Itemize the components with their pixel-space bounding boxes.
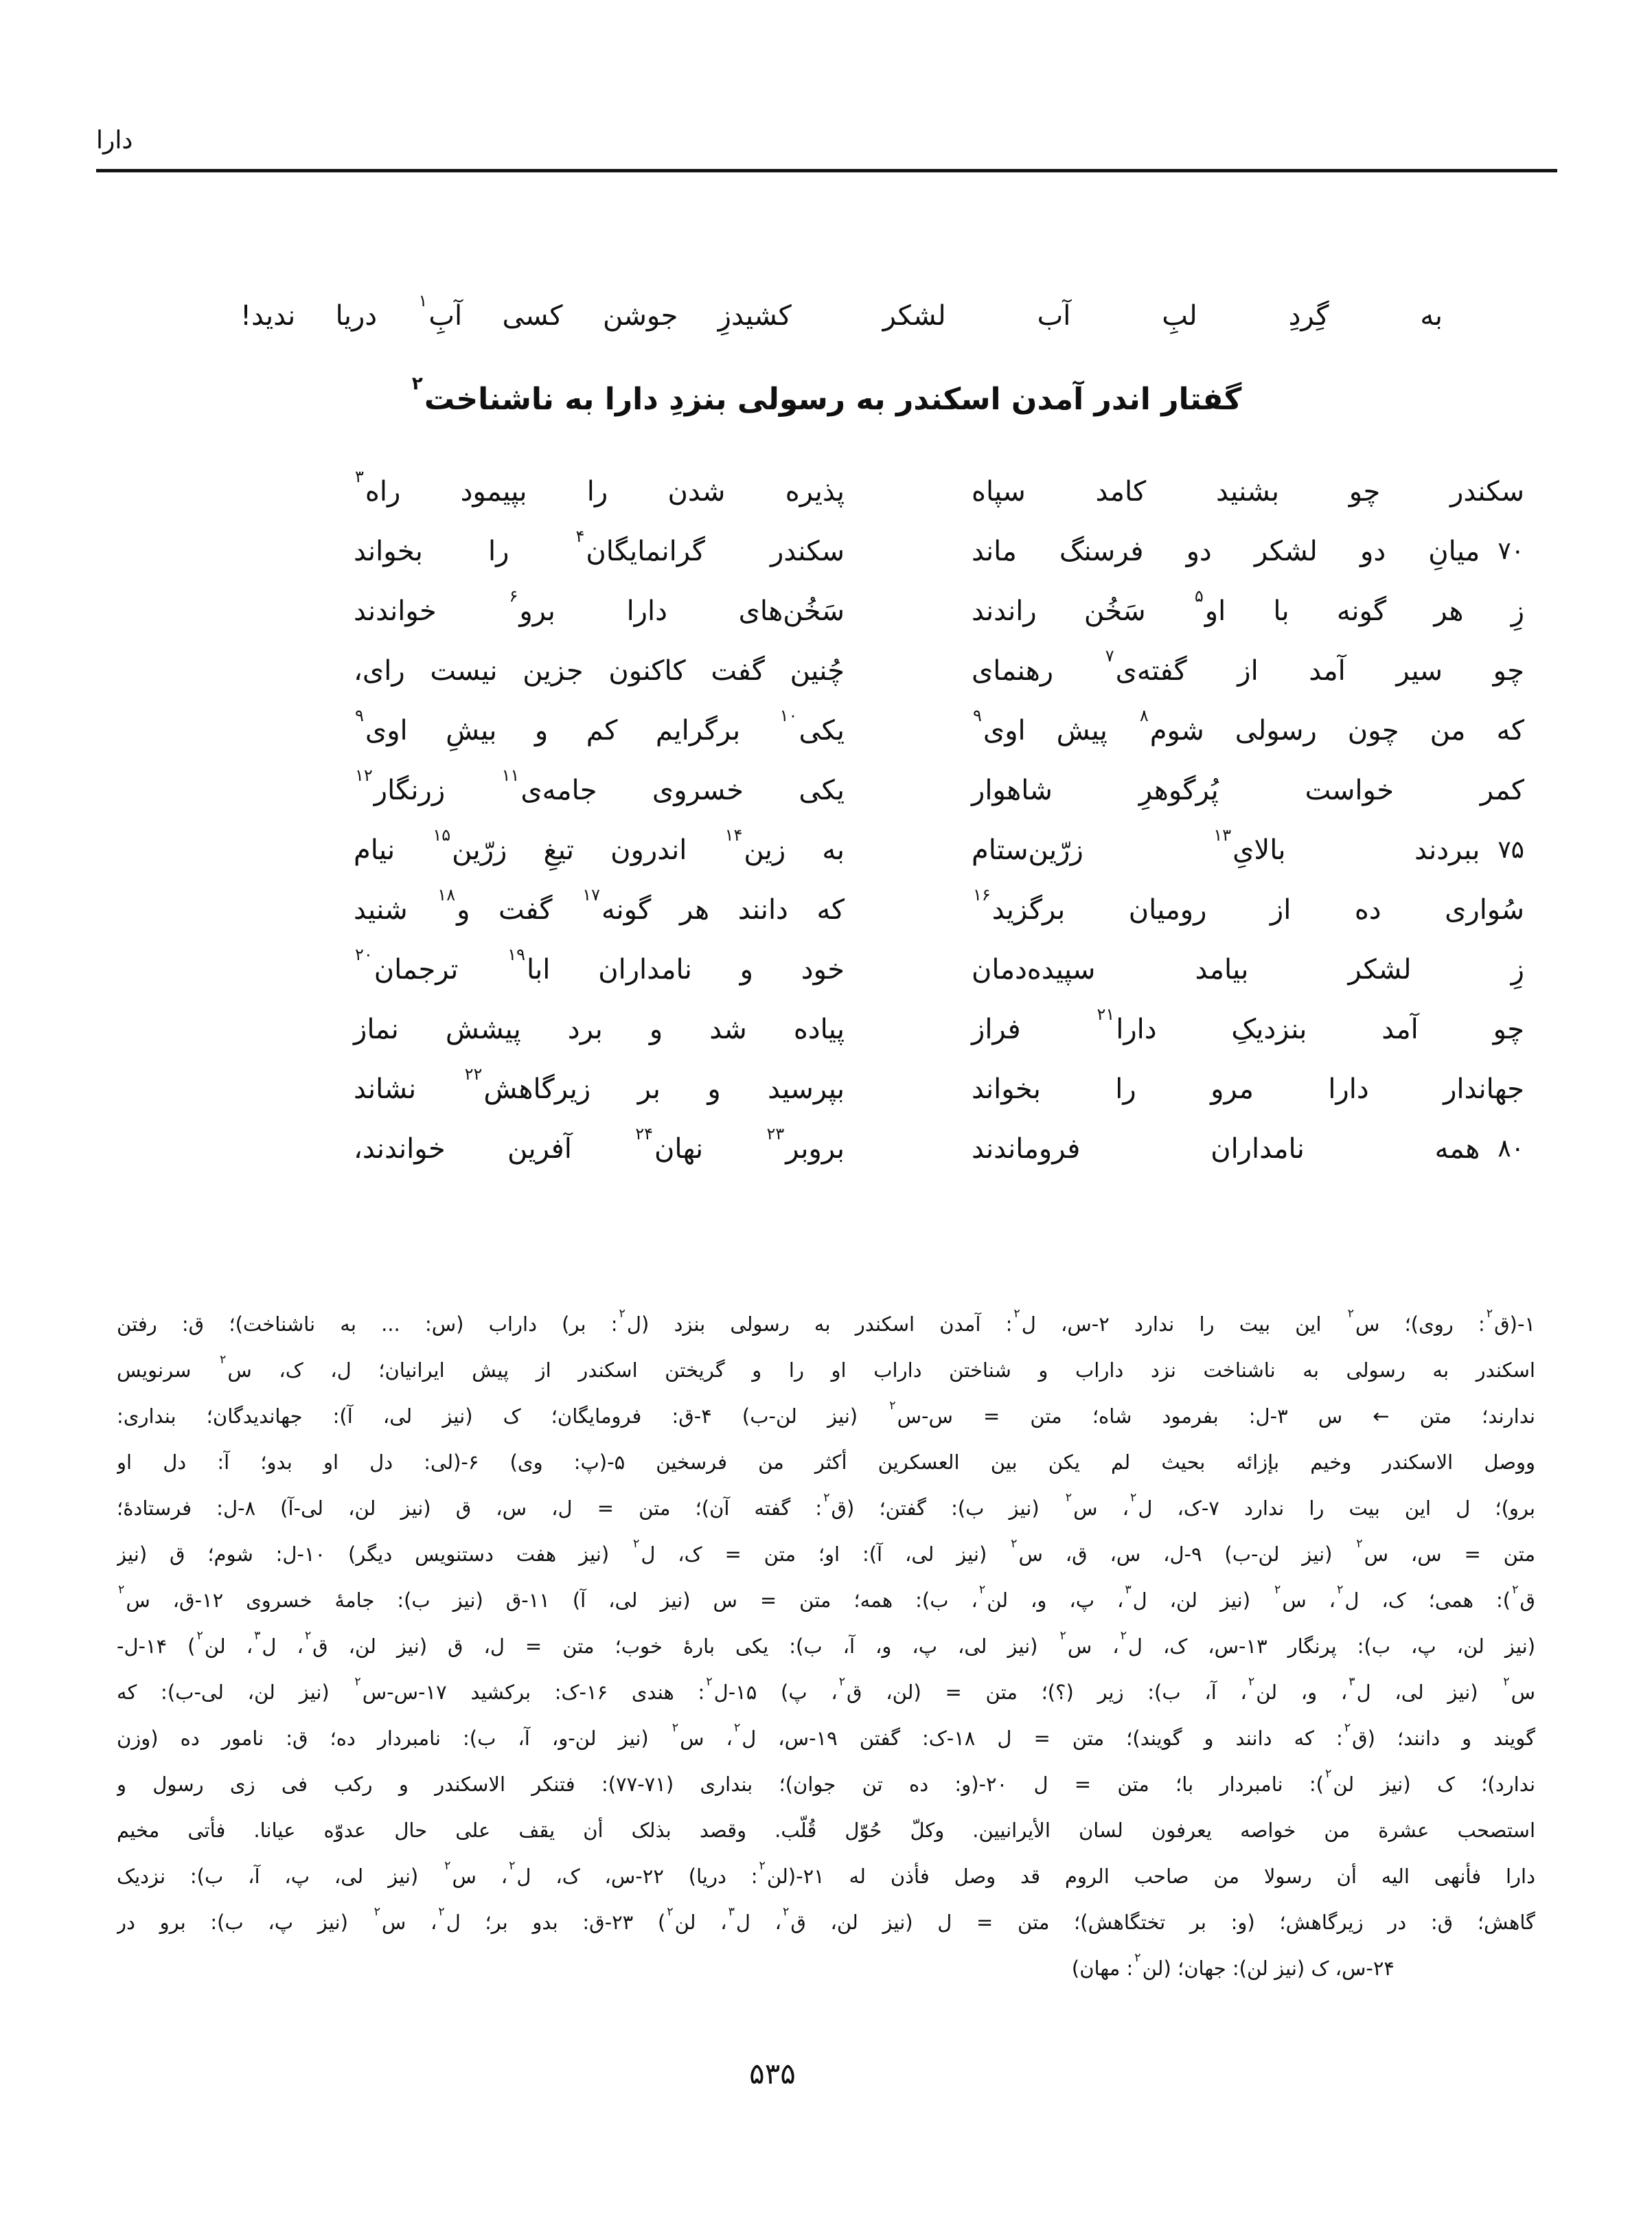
page-number: ۵۳۵: [749, 2057, 796, 2091]
poem-block: [354, 462, 1524, 1178]
hemistich-left: پیاده شد و برد پیشش نماز: [354, 1013, 845, 1045]
hemistich-right: ببردند بالایِ$^{۱۳}$ زرّین‌ستام: [972, 825, 1480, 866]
hemistich-right: همه نامداران فروماندند: [972, 1132, 1480, 1165]
verse-row: [354, 581, 1524, 641]
footnote-line: برو)؛ ل این بیت را ندارد ۷-ک، ل$^۲$، س$^۲$ (نیز ب): گفتن؛ (ق$^۲$: گفته آن)؛ متن = ل، س، ق (نیز لن، لی-آ) ۸-ل: فرستادهٔ؛: [117, 1491, 1535, 1520]
footnote-line: استصحب عشرة من خواصه یعرفون لسان الأیرانیین. وکلّ حُوّل قُلّب. وقصد بذلک أن یقف علی حال عدوّه عیانا. فأتی مخیم: [117, 1819, 1535, 1842]
hemistich-left: چُنین گفت کاکنون جزین نیست رای،: [354, 654, 845, 687]
hemistich-right: چو سیر آمد از گفته‌ی$^۷$ رهنمای: [972, 646, 1524, 687]
hemistich-right: میانِ دو لشکر دو فرسنگ ماند: [972, 535, 1480, 567]
hemistich-right: که من چون رسولی شوم$^۸$ پیش اوی$^۹$: [973, 705, 1524, 747]
hemistich-left: که دانند هر گونه$^{۱۷}$ گفت و$^{۱۸}$ شنید: [354, 885, 845, 926]
verse-row: [354, 1059, 1524, 1119]
footnote-line: ندارد)؛ ک (نیز لن$^۲$): نامبردار با؛ متن = ل ۲۰-(و: ده تن جوان)؛ بنداری (۷۱-۷۷): فتنکر الاسکندر و رکب فی زی رسول و: [117, 1767, 1535, 1796]
verse-row: [354, 1119, 1524, 1178]
hemistich-left: پذیره شدن را بپیمود راه$^۳$: [355, 466, 845, 508]
verse-row: [354, 939, 1524, 999]
verse-row: [354, 820, 1524, 880]
hemistich-right: زِ هر گونه با او$^۵$ سَخُن راندند: [972, 586, 1525, 627]
hemistich-left: بپرسید و بر زیرگاهش$^{۲۲}$ نشاند: [354, 1064, 845, 1105]
verse-row: [354, 999, 1524, 1059]
hemistich-left: بروبر$^{۲۳}$ نهان$^{۲۴}$ آفرین خواندند،: [354, 1124, 845, 1165]
hemistich-left: سَخُن‌های دارا برو$^۶$ خواندند: [354, 586, 845, 627]
hemistich-right: سکندر چو بشنید کامد سپاه: [972, 475, 1524, 508]
hemistich-right: جهاندار دارا مرو را بخواند: [972, 1073, 1524, 1105]
prelude-hemistich-right: به گِردِ لبِ آب لشکر کشید: [731, 300, 1443, 332]
running-head-title: دارا: [96, 126, 133, 155]
hemistich-left: به زین$^{۱۴}$ اندرون تیغِ زرّین$^{۱۵}$ نیام: [354, 825, 845, 866]
hemistich-right: چو آمد بنزدیکِ دارا$^{۲۱}$ فراز: [972, 1004, 1524, 1045]
verse-row: [354, 462, 1524, 521]
hemistich-left: سکندر گرانمایگان$^۴$ را بخواند: [354, 526, 845, 567]
section-heading: گفتار اندر آمدن اسکندر به رسولی بنزدِ دارا به ناشناخت$^۲$: [411, 372, 1242, 417]
prelude-verse-row: [117, 287, 1535, 345]
verse-row: [354, 760, 1524, 820]
hemistich-left: خود و نامداران ابا$^{۱۹}$ ترجمان$^{۲۰}$: [355, 944, 845, 986]
verse-number: ۷۰: [1498, 537, 1524, 565]
verse-row: [354, 880, 1524, 939]
header-rule: [96, 169, 1557, 172]
hemistich-right: کمر خواست پُرگوهرِ شاهوار: [972, 774, 1524, 806]
footnote-line: ۱-(ق$^۲$: روی)؛ س$^۲$ این بیت را ندارد ۲-س، ل$^۲$: آمدن اسکندر به رسولی بنزد (ل$^۲$: بر) داراب (س: ... به ناشناخت)؛ ق: رفتن: [117, 1307, 1535, 1336]
footnote-line: گویند و دانند؛ (ق$^۲$: که دانند و گویند)؛ متن = ل ۱۸-ک: گفتن ۱۹-س، ل$^۲$، س$^۲$ (نیز لن-و، آ، ب): نامبردار ده؛ ق: نامور ده (وزن: [117, 1721, 1535, 1750]
footnote-line: دارا فأنهی الیه أن رسولا من صاحب الروم قد وصل فأذن له ۲۱-(لن$^۲$: دریا) ۲۲-س، ک، ل$^۲$، س$^۲$ (نیز لی، پ، آ، ب): نزدیک: [117, 1859, 1535, 1888]
verse-number: ۷۵: [1498, 836, 1524, 864]
verse-number: ۸۰: [1498, 1135, 1524, 1163]
footnote-line: گاهش؛ ق: در زیرگاهش؛ (و: بر تختگاهش)؛ متن = ل (نیز لن، ق$^۲$، ل$^۳$، لن$^۲$) ۲۳-ق: بدو بر؛ ل$^۲$، س$^۲$ (نیز پ، ب): برو در: [117, 1905, 1535, 1934]
footnote-line: متن = س، س$^۲$ (نیز لن-ب) ۹-ل، س، ق، س$^۲$ (نیز لی، آ): او؛ متن = ک، ل$^۲$ (نیز هفت دستنویس دیگر) ۱۰-ل: شوم؛ ق (نیز: [117, 1537, 1535, 1566]
hemistich-left: یکی خسروی جامه‌ی$^{۱۱}$ زرنگار$^{۱۲}$: [355, 765, 845, 806]
footnote-line: ۲۴-س، ک (نیز لن): جهان؛ (لن$^۲$: مهان): [1071, 1951, 1395, 1980]
footnote-line: س$^۲$ (نیز لی، ل$^۳$، و، لن$^۲$، آ، ب): زیر (؟)؛ متن = (لن، ق$^۲$، پ) ۱۵-ل$^۲$: هندی ۱۶-ک: برکشید ۱۷-س-س$^۲$ (نیز لن، لی-ب): که: [117, 1675, 1535, 1704]
verse-row: [354, 701, 1524, 760]
critical-apparatus: [117, 1301, 1535, 1992]
prelude-hemistich-left: زِ جوشن کسی آبِ$^۱$ دریا ندید!: [240, 291, 731, 332]
footnote-line: ق$^۲$): همی؛ ک، ل$^۲$، س$^۲$ (نیز لن، ل$^۳$، پ، و، لن$^۲$، ب): همه؛ متن = س (نیز لی، آ) ۱۱-ق (نیز ب): جامهٔ خسروی ۱۲-ق، س$^۲$: [118, 1583, 1535, 1612]
hemistich-right: زِ لشکر بیامد سپیده‌دمان: [972, 953, 1524, 986]
hemistich-right: سُواری ده از رومیان برگزید$^{۱۶}$: [973, 885, 1524, 926]
verse-row: [354, 521, 1524, 581]
hemistich-left: یکی$^{۱۰}$ برگرایم کم و بیشِ اوی$^۹$: [355, 705, 845, 747]
footnote-line: ووصل الاسکندر وخیم بإزائه بحیث لم یکن بین العسکرین أکثر من فرسخین ۵-(پ: وی) ۶-(لی: دل او بدو؛ آ: دل او: [117, 1450, 1535, 1474]
footnote-line: (نیز لن، پ، ب): پرنگار ۱۳-س، ک، ل$^۲$، س$^۲$ (نیز لی، پ، و، آ، ب): یکی بارهٔ خوب؛ متن = ل، ق (نیز لن، ق$^۲$، ل$^۳$، لن$^۲$) ۱۴-ل-: [117, 1629, 1535, 1658]
verse-row: [354, 641, 1524, 701]
footnote-line: اسکندر به رسولی به ناشناخت نزد داراب و شناختن داراب او را و گریختن اسکندر از پیش ایرانیان؛ ل، ک، س$^۲$ سرنویس: [117, 1353, 1535, 1382]
footnote-line: ندارند؛ متن ← س ۳-ل: بفرمود شاه؛ متن = س-س$^۲$ (نیز لن-ب) ۴-ق: فرومایگان؛ ک (نیز لی، آ): جهاندیدگان؛ بنداری:: [117, 1399, 1535, 1428]
